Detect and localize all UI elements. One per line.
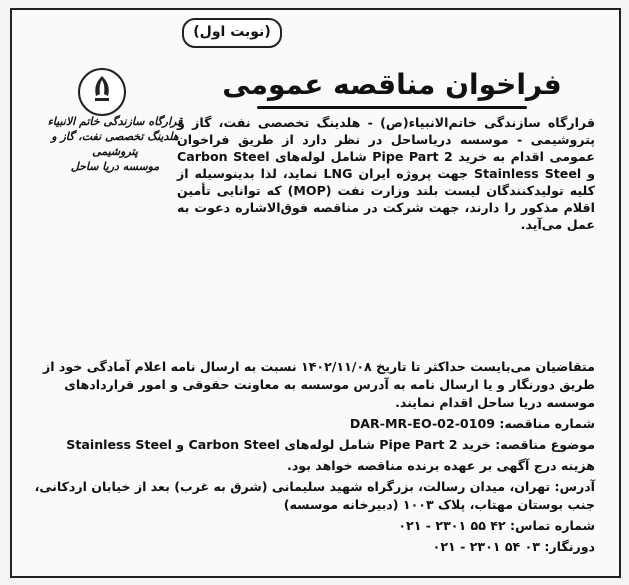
- logo-line-1: قرارگاه سازندگی خاتم الانبیاء: [47, 115, 183, 128]
- tender-subject: موضوع مناقصه: خرید Pipe Part 2 شامل لوله‌های Carbon Steel و Stainless Steel: [66, 437, 595, 452]
- fax-number: دورنگار: ۰۳ ۵۴ ۲۳۰۱ - ۰۲۱: [432, 539, 595, 554]
- iran-emblem-icon: [78, 68, 126, 116]
- organization-logo-text: [40, 114, 190, 174]
- body-paragraph-2: متقاضیان می‌بایست حداکثر تا تاریخ ۱۴۰۲/۱۱/۰۸ نسبت به ارسال نامه اعلام آمادگی خود از طریق دورنگار و یا ارسال نامه به آدرس موسسه به معاونت حقوقی و امور قراردادهای موسسه دریا ساحل اقدام نمایند.: [42, 359, 595, 410]
- notice-round-tag: (نوبت اول): [182, 18, 282, 48]
- title-underline: [257, 106, 527, 109]
- address: آدرس: تهران، میدان رسالت، بزرگراه شهید سلیمانی (شرق به غرب) بعد از خیابان اردکانی، جنب بوستان مهتاب، پلاک ۱۰۰۳ (دبیرخانه موسسه): [34, 479, 595, 512]
- phone-number: شماره تماس: ۴۲ ۵۵ ۲۳۰۱ - ۰۲۱: [398, 518, 595, 533]
- fee-note: هزینه درج آگهی بر عهده برنده مناقصه خواهد بود.: [287, 458, 595, 473]
- announcement-body: [177, 114, 595, 233]
- page-title: فراخوان مناقصه عمومی: [222, 68, 562, 101]
- logo-line-3: موسسه دریا ساحل: [70, 160, 160, 173]
- announcement-details: [20, 358, 595, 559]
- tender-number: شماره مناقصه: DAR-MR-EO-02-0109: [349, 416, 595, 431]
- logo-line-2: هلدینگ تخصصی نفت، گاز و پتروشیمی: [51, 130, 179, 158]
- ad-frame: [10, 8, 621, 578]
- body-paragraph-1: قرارگاه سازندگی خاتم‌الانبیاء(ص) - هلدینگ تخصصی نفت، گاز و پتروشیمی - موسسه دریاساحل در نظر دارد از طریق فراخوان عمومی اقدام به خرید Pipe Part 2 شامل لوله‌های Carbon Steel و Stainless Steel جهت پروژه ایران LNG نماید، لذا بدینوسیله از کلیه تولیدکنندگان لیست بلند وزارت نفت (MOP) که توانایی تأمین اقلام مذکور را دارند، جهت شرکت در مناقصه فوق‌الاشاره دعوت به عمل می‌آید.: [177, 115, 596, 232]
